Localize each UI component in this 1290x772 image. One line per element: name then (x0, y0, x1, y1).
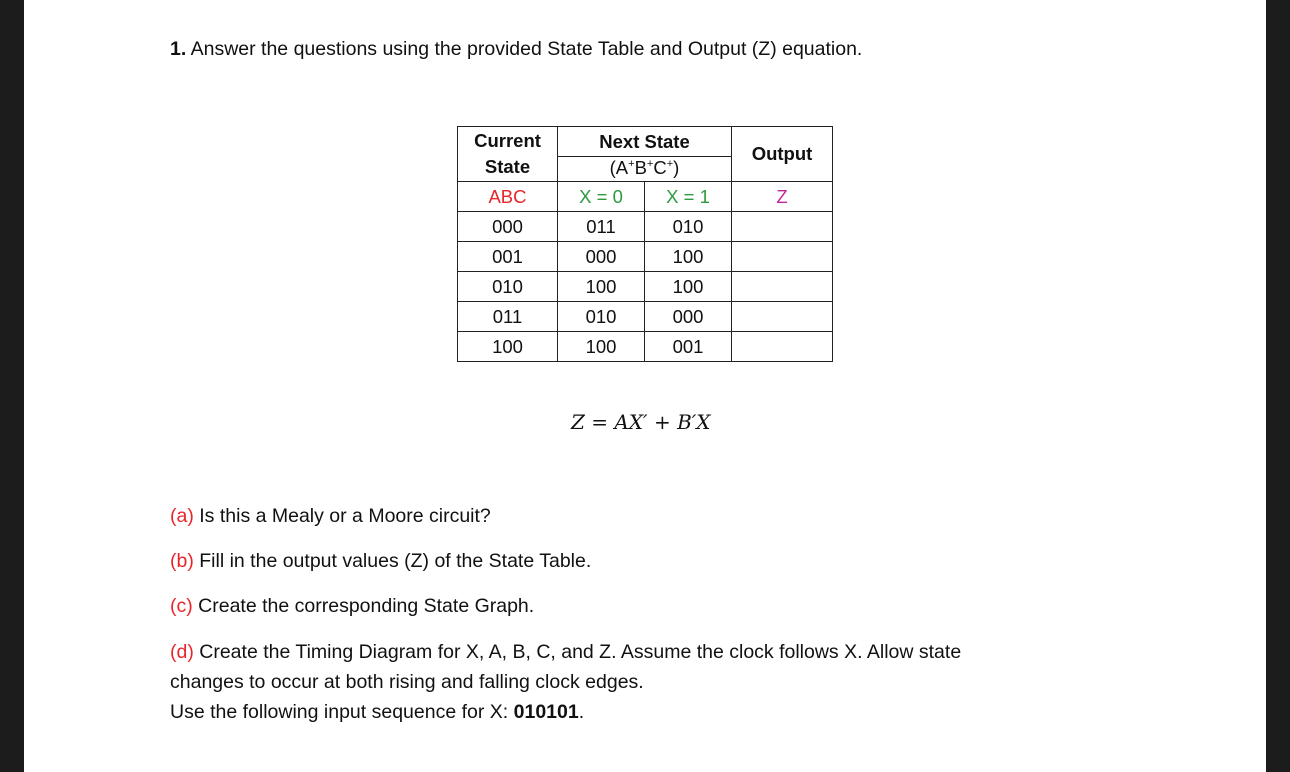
cell-next-x1: 010 (645, 212, 732, 242)
cell-output (732, 272, 833, 302)
cell-next-x0: 000 (558, 242, 645, 272)
subheader-x0: X = 0 (558, 182, 645, 212)
input-sequence: 010101 (513, 701, 579, 723)
cell-next-x1: 001 (645, 332, 732, 362)
cell-state: 000 (458, 212, 558, 242)
cell-next-x0: 100 (558, 272, 645, 302)
cell-next-x1: 000 (645, 302, 732, 332)
table-row (458, 242, 833, 272)
question-text: Answer the questions using the provided State Table and Output (Z) equation. (186, 38, 863, 60)
state-table (457, 126, 833, 362)
question-c-text: Create the corresponding State Graph. (192, 595, 535, 617)
question-a-text: Is this a Mealy or a Moore circuit? (193, 505, 491, 527)
question-b-text: Fill in the output values (Z) of the State Table. (193, 550, 592, 572)
header-next-state-vars: (A+B+C+) (558, 157, 732, 182)
cell-output (732, 302, 833, 332)
cell-output (732, 332, 833, 362)
table-row (458, 332, 833, 362)
table-subheader-row (458, 182, 833, 212)
question-d-text-line2: changes to occur at both rising and falling clock edges. (170, 671, 644, 693)
question-a-label: (a) (170, 505, 194, 527)
header-output: Output (732, 127, 833, 182)
question-number: 1. (170, 38, 187, 60)
question-heading (170, 36, 862, 62)
table-row (458, 212, 833, 242)
question-c-label: (c) (170, 595, 193, 617)
cell-next-x1: 100 (645, 272, 732, 302)
cell-state: 011 (458, 302, 558, 332)
table-row (458, 272, 833, 302)
cell-state: 010 (458, 272, 558, 302)
cell-output (732, 212, 833, 242)
table-row (458, 302, 833, 332)
question-d: (d) Create the Timing Diagram for X, A, B, C, and Z. Assume the clock follows X. Allow state changes to occur at both rising and falling clock edges. Use the following input sequence for X: 010101. (170, 641, 962, 723)
cell-next-x0: 011 (558, 212, 645, 242)
question-c (170, 591, 534, 621)
subheader-abc: ABC (458, 182, 558, 212)
output-equation: Z = AX′ + B′X (571, 410, 711, 434)
cell-next-x0: 010 (558, 302, 645, 332)
question-d-text-line3: Use the following input sequence for X: (170, 701, 514, 723)
cell-state: 001 (458, 242, 558, 272)
question-b-label: (b) (170, 550, 194, 572)
cell-next-x1: 100 (645, 242, 732, 272)
subheader-z: Z (732, 182, 833, 212)
subheader-x1: X = 1 (645, 182, 732, 212)
header-current-state: Current State (458, 127, 558, 182)
table-header-row (458, 127, 833, 157)
cell-next-x0: 100 (558, 332, 645, 362)
document-page (24, 0, 1266, 772)
header-next-state: Next State (558, 127, 732, 157)
question-b (170, 546, 591, 576)
question-d-label: (d) (170, 641, 194, 663)
question-d-text-line1: Create the Timing Diagram for X, A, B, C, and Z. Assume the clock follows X. Allow state (193, 641, 962, 663)
cell-state: 100 (458, 332, 558, 362)
cell-output (732, 242, 833, 272)
question-a (170, 501, 491, 531)
